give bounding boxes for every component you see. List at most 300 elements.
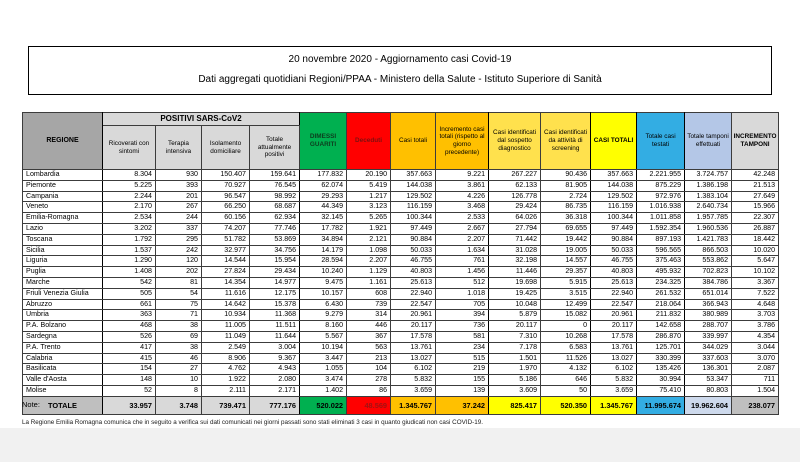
value-cell: 5.647 [732, 256, 779, 267]
value-cell: 75 [156, 299, 202, 310]
value-cell: 48.569 [347, 396, 391, 414]
col-header-casi-totali-upper: CASI TOTALI [591, 113, 637, 170]
table-row [23, 245, 779, 256]
value-cell: 18.442 [732, 234, 779, 245]
value-cell: 1.098 [347, 245, 391, 256]
value-cell: 213 [347, 353, 391, 364]
value-cell: 26.887 [732, 223, 779, 234]
value-cell: 38 [156, 321, 202, 332]
value-cell: 2.221.955 [637, 170, 685, 181]
value-cell: 761 [436, 256, 489, 267]
value-cell: 286.870 [637, 331, 685, 342]
table-row [23, 385, 779, 396]
value-cell: 1.345.767 [391, 396, 436, 414]
value-cell: 234 [436, 342, 489, 353]
value-cell: 6.583 [541, 342, 591, 353]
value-cell: 97.449 [591, 223, 637, 234]
value-cell: 330.399 [637, 353, 685, 364]
value-cell: 77.746 [250, 223, 300, 234]
value-cell: 1.383.104 [685, 191, 732, 202]
bottom-band [0, 428, 800, 462]
region-name: Emilia-Romagna [23, 213, 103, 224]
value-cell: 62.074 [300, 180, 347, 191]
value-cell: 11.616 [202, 288, 250, 299]
col-header-dimessi-guariti: DIMESSI GUARITI [300, 113, 347, 170]
value-cell: 96.547 [202, 191, 250, 202]
value-cell: 11.049 [202, 331, 250, 342]
value-cell: 19.698 [489, 277, 541, 288]
value-cell: 394 [436, 310, 489, 321]
region-name: Veneto [23, 202, 103, 213]
region-name: Piemonte [23, 180, 103, 191]
value-cell: 2.533 [436, 213, 489, 224]
value-cell: 19.005 [541, 245, 591, 256]
table-row [23, 299, 779, 310]
value-cell: 3.202 [103, 223, 156, 234]
value-cell: 520.350 [541, 396, 591, 414]
col-header-tamponi: Totale tamponi effettuati [685, 113, 732, 170]
value-cell: 202 [156, 267, 202, 278]
value-cell: 126.778 [489, 191, 541, 202]
value-cell: 2.549 [202, 342, 250, 353]
value-cell: 14.354 [202, 277, 250, 288]
value-cell: 27.649 [732, 191, 779, 202]
document-subtitle: Dati aggregati quotidiani Regioni/PPAA - Ministero della Salute - Istituto Superiore di Sanità [198, 74, 602, 85]
value-cell: 20.961 [591, 310, 637, 321]
region-name: Marche [23, 277, 103, 288]
value-cell: 505 [103, 288, 156, 299]
region-name: Lombardia [23, 170, 103, 181]
value-cell: 1.634 [436, 245, 489, 256]
value-cell: 22.307 [732, 213, 779, 224]
table-row [23, 321, 779, 332]
value-cell: 10.020 [732, 245, 779, 256]
value-cell: 12.499 [541, 299, 591, 310]
value-cell: 875.229 [637, 180, 685, 191]
value-cell: 116.159 [391, 202, 436, 213]
value-cell: 98.992 [250, 191, 300, 202]
value-cell: 38 [156, 342, 202, 353]
value-cell: 150.407 [202, 170, 250, 181]
value-cell: 1.960.536 [685, 223, 732, 234]
value-cell: 314 [347, 310, 391, 321]
value-cell: 2.121 [347, 234, 391, 245]
value-cell: 154 [103, 364, 156, 375]
value-cell: 339.997 [685, 331, 732, 342]
region-name: Umbria [23, 310, 103, 321]
title-box [28, 46, 772, 95]
table-row [23, 191, 779, 202]
value-cell: 5.832 [391, 375, 436, 386]
value-cell: 9.367 [250, 353, 300, 364]
region-name: Lazio [23, 223, 103, 234]
value-cell: 468 [103, 321, 156, 332]
covid-data-table [22, 112, 779, 415]
value-cell: 15.082 [541, 310, 591, 321]
value-cell: 0 [541, 321, 591, 332]
value-cell: 3.367 [732, 277, 779, 288]
col-header-casi-totali: Casi totali [391, 113, 436, 170]
value-cell: 1.129 [347, 267, 391, 278]
value-cell: 139 [436, 385, 489, 396]
value-cell: 3.004 [250, 342, 300, 353]
value-cell: 120 [156, 256, 202, 267]
value-cell: 4.762 [202, 364, 250, 375]
value-cell: 27 [156, 364, 202, 375]
value-cell: 234.325 [637, 277, 685, 288]
col-header-deceduti: Deceduti [347, 113, 391, 170]
value-cell: 244 [156, 213, 202, 224]
value-cell: 90.436 [541, 170, 591, 181]
value-cell: 495.932 [637, 267, 685, 278]
value-cell: 417 [103, 342, 156, 353]
value-cell: 10.194 [300, 342, 347, 353]
value-cell: 261.532 [637, 288, 685, 299]
region-name: Calabria [23, 353, 103, 364]
region-name: Molise [23, 385, 103, 396]
value-cell: 278 [347, 375, 391, 386]
value-cell: 3.748 [156, 396, 202, 414]
value-cell: 14.544 [202, 256, 250, 267]
value-cell: 5.225 [103, 180, 156, 191]
value-cell: 5.832 [591, 375, 637, 386]
table-row [23, 180, 779, 191]
value-cell: 135.426 [637, 364, 685, 375]
value-cell: 32.145 [300, 213, 347, 224]
value-cell: 4.226 [436, 191, 489, 202]
table-row [23, 331, 779, 342]
value-cell: 1.016.938 [637, 202, 685, 213]
value-cell: 357.663 [591, 170, 637, 181]
region-name: Puglia [23, 267, 103, 278]
table-row [23, 277, 779, 288]
value-cell: 596.565 [637, 245, 685, 256]
value-cell: 739 [347, 299, 391, 310]
value-cell: 5.879 [489, 310, 541, 321]
value-cell: 7.310 [489, 331, 541, 342]
value-cell: 20.961 [391, 310, 436, 321]
value-cell: 7.178 [489, 342, 541, 353]
value-cell: 9.221 [436, 170, 489, 181]
region-name: Campania [23, 191, 103, 202]
value-cell: 68.687 [250, 202, 300, 213]
value-cell: 415 [103, 353, 156, 364]
value-cell: 295 [156, 234, 202, 245]
total-label: TOTALE [23, 396, 103, 414]
value-cell: 2.207 [436, 234, 489, 245]
value-cell: 69 [156, 331, 202, 342]
value-cell: 19.442 [541, 234, 591, 245]
value-cell: 97.449 [391, 223, 436, 234]
value-cell: 15.954 [250, 256, 300, 267]
value-cell: 30.994 [637, 375, 685, 386]
value-cell: 1.921 [347, 223, 391, 234]
region-name: Liguria [23, 256, 103, 267]
value-cell: 337.603 [685, 353, 732, 364]
value-cell: 70.927 [202, 180, 250, 191]
value-cell: 46 [156, 353, 202, 364]
value-cell: 144.038 [591, 180, 637, 191]
value-cell: 3.861 [436, 180, 489, 191]
value-cell: 15.966 [732, 202, 779, 213]
value-cell: 3.468 [436, 202, 489, 213]
value-cell: 9.475 [300, 277, 347, 288]
value-cell: 5.186 [489, 375, 541, 386]
value-cell: 218.064 [637, 299, 685, 310]
value-cell: 40.803 [591, 267, 637, 278]
value-cell: 13.027 [391, 353, 436, 364]
table-body [23, 170, 779, 415]
value-cell: 29.357 [541, 267, 591, 278]
value-cell: 53.347 [685, 375, 732, 386]
value-cell: 90.884 [391, 234, 436, 245]
table-row [23, 310, 779, 321]
value-cell: 19.962.604 [685, 396, 732, 414]
value-cell: 380.989 [685, 310, 732, 321]
value-cell: 51.782 [202, 234, 250, 245]
value-cell: 90.884 [591, 234, 637, 245]
col-header-terapia-intensiva: Terapia intensiva [156, 126, 202, 170]
value-cell: 242 [156, 245, 202, 256]
table-row [23, 223, 779, 234]
value-cell: 21.513 [732, 180, 779, 191]
value-cell: 825.417 [489, 396, 541, 414]
value-cell: 2.080 [250, 375, 300, 386]
value-cell: 22.940 [391, 288, 436, 299]
value-cell: 20.117 [489, 321, 541, 332]
value-cell: 6.430 [300, 299, 347, 310]
value-cell: 86 [347, 385, 391, 396]
value-cell: 2.171 [250, 385, 300, 396]
value-cell: 32.198 [489, 256, 541, 267]
value-cell: 366.943 [685, 299, 732, 310]
value-cell: 1.408 [103, 267, 156, 278]
value-cell: 22.547 [591, 299, 637, 310]
col-header-isolamento: Isolamento domiciliare [202, 126, 250, 170]
value-cell: 219 [436, 364, 489, 375]
value-cell: 267.227 [489, 170, 541, 181]
value-cell: 50 [541, 385, 591, 396]
value-cell: 3.447 [300, 353, 347, 364]
value-cell: 50.033 [391, 245, 436, 256]
col-header-ricoverati: Ricoverati con sintomi [103, 126, 156, 170]
value-cell: 3.070 [732, 353, 779, 364]
value-cell: 211.832 [637, 310, 685, 321]
value-cell: 5.915 [541, 277, 591, 288]
region-name: P.A. Bolzano [23, 321, 103, 332]
value-cell: 60.156 [202, 213, 250, 224]
col-group-positivi: POSITIVI SARS-CoV2 [103, 113, 300, 126]
value-cell: 357.663 [391, 170, 436, 181]
value-cell: 393 [156, 180, 202, 191]
value-cell: 20.117 [591, 321, 637, 332]
header-row-group [23, 113, 779, 126]
value-cell: 344.029 [685, 342, 732, 353]
value-cell: 777.176 [250, 396, 300, 414]
value-cell: 11.005 [202, 321, 250, 332]
value-cell: 238.077 [732, 396, 779, 414]
value-cell: 17.782 [300, 223, 347, 234]
value-cell: 13.027 [591, 353, 637, 364]
value-cell: 2.111 [202, 385, 250, 396]
value-cell: 36.318 [541, 213, 591, 224]
value-cell: 1.402 [300, 385, 347, 396]
value-cell: 705 [436, 299, 489, 310]
value-cell: 75.410 [637, 385, 685, 396]
value-cell: 563 [347, 342, 391, 353]
value-cell: 363 [103, 310, 156, 321]
value-cell: 515 [436, 353, 489, 364]
note-emilia-romagna: La Regione Emilia Romagna comunica che in seguito a verifica sui dati comunicati nei giorni passati sono stati eliminati 3 casi in quanto giudicati non casi COVID-19. [22, 419, 483, 426]
value-cell: 15.378 [250, 299, 300, 310]
col-header-sospetto-diagnostico: Casi identificati dal sospetto diagnostico [489, 113, 541, 170]
region-name: Toscana [23, 234, 103, 245]
value-cell: 20.117 [391, 321, 436, 332]
value-cell: 69.655 [541, 223, 591, 234]
value-cell: 42.248 [732, 170, 779, 181]
value-cell: 897.193 [637, 234, 685, 245]
value-cell: 31.028 [489, 245, 541, 256]
value-cell: 3.786 [732, 321, 779, 332]
value-cell: 3.659 [591, 385, 637, 396]
value-cell: 4.132 [541, 364, 591, 375]
value-cell: 177.832 [300, 170, 347, 181]
value-cell: 17.578 [591, 331, 637, 342]
value-cell: 201 [156, 191, 202, 202]
value-cell: 1.055 [300, 364, 347, 375]
value-cell: 25.613 [591, 277, 637, 288]
value-cell: 4.354 [732, 331, 779, 342]
col-header-screening: Casi identificati da attività di screening [541, 113, 591, 170]
value-cell: 10 [156, 375, 202, 386]
value-cell: 866.503 [685, 245, 732, 256]
value-cell: 11.644 [250, 331, 300, 342]
value-cell: 446 [347, 321, 391, 332]
value-cell: 100.344 [391, 213, 436, 224]
value-cell: 3.609 [489, 385, 541, 396]
value-cell: 1.537 [103, 245, 156, 256]
document-title: 20 novembre 2020 - Aggiornamento casi Covid-19 [288, 54, 512, 65]
col-header-incremento-casi: Incremento casi totali (rispetto al giorno precedente) [436, 113, 489, 170]
value-cell: 11.526 [541, 353, 591, 364]
value-cell: 155 [436, 375, 489, 386]
region-name: P.A. Trento [23, 342, 103, 353]
value-cell: 1.011.858 [637, 213, 685, 224]
value-cell: 74.207 [202, 223, 250, 234]
region-name: Sardegna [23, 331, 103, 342]
table-row [23, 364, 779, 375]
value-cell: 2.640.734 [685, 202, 732, 213]
value-cell: 1.792 [103, 234, 156, 245]
value-cell: 10.934 [202, 310, 250, 321]
table-row [23, 170, 779, 181]
value-cell: 142.658 [637, 321, 685, 332]
value-cell: 1.345.767 [591, 396, 637, 414]
value-cell: 80.803 [685, 385, 732, 396]
value-cell: 6.102 [591, 364, 637, 375]
value-cell: 11.446 [489, 267, 541, 278]
value-cell: 10.240 [300, 267, 347, 278]
value-cell: 34.894 [300, 234, 347, 245]
col-header-incremento-tamponi: INCREMENTO TAMPONI [732, 113, 779, 170]
value-cell: 64.026 [489, 213, 541, 224]
value-cell: 129.502 [591, 191, 637, 202]
value-cell: 17.578 [391, 331, 436, 342]
value-cell: 7.522 [732, 288, 779, 299]
value-cell: 125.701 [637, 342, 685, 353]
value-cell: 542 [103, 277, 156, 288]
value-cell: 1.970 [489, 364, 541, 375]
value-cell: 100.344 [591, 213, 637, 224]
value-cell: 5.567 [300, 331, 347, 342]
value-cell: 148 [103, 375, 156, 386]
value-cell: 25.613 [391, 277, 436, 288]
col-header-casi-testati: Totale casi testati [637, 113, 685, 170]
value-cell: 76.545 [250, 180, 300, 191]
value-cell: 32.977 [202, 245, 250, 256]
value-cell: 702.823 [685, 267, 732, 278]
value-cell: 129.502 [391, 191, 436, 202]
value-cell: 1.957.785 [685, 213, 732, 224]
table-row [23, 234, 779, 245]
value-cell: 14.642 [202, 299, 250, 310]
value-cell: 10.048 [489, 299, 541, 310]
value-cell: 71 [156, 310, 202, 321]
region-name: Friuli Venezia Giulia [23, 288, 103, 299]
value-cell: 367 [347, 331, 391, 342]
value-cell: 581 [436, 331, 489, 342]
value-cell: 1.161 [347, 277, 391, 288]
value-cell: 66.250 [202, 202, 250, 213]
col-header-attualmente-positivi: Totale attualmente positivi [250, 126, 300, 170]
value-cell: 4.648 [732, 299, 779, 310]
value-cell: 5.419 [347, 180, 391, 191]
value-cell: 2.534 [103, 213, 156, 224]
value-cell: 53.869 [250, 234, 300, 245]
value-cell: 10.268 [541, 331, 591, 342]
value-cell: 46.755 [391, 256, 436, 267]
value-cell: 1.018 [436, 288, 489, 299]
value-cell: 661 [103, 299, 156, 310]
table-row [23, 267, 779, 278]
value-cell: 12.175 [250, 288, 300, 299]
value-cell: 1.504 [732, 385, 779, 396]
value-cell: 3.703 [732, 310, 779, 321]
value-cell: 50.033 [591, 245, 637, 256]
value-cell: 646 [541, 375, 591, 386]
value-cell: 711 [732, 375, 779, 386]
value-cell: 526 [103, 331, 156, 342]
value-cell: 1.501 [489, 353, 541, 364]
value-cell: 29.424 [489, 202, 541, 213]
value-cell: 288.707 [685, 321, 732, 332]
value-cell: 375.463 [637, 256, 685, 267]
value-cell: 22.547 [391, 299, 436, 310]
value-cell: 22.940 [591, 288, 637, 299]
col-header-regione: REGIONE [23, 113, 103, 170]
value-cell: 3.123 [347, 202, 391, 213]
value-cell: 37.242 [436, 396, 489, 414]
value-cell: 11.995.674 [637, 396, 685, 414]
value-cell: 28.594 [300, 256, 347, 267]
value-cell: 136.301 [685, 364, 732, 375]
value-cell: 34.756 [250, 245, 300, 256]
value-cell: 27.794 [489, 223, 541, 234]
value-cell: 1.386.198 [685, 180, 732, 191]
region-name: Valle d'Aosta [23, 375, 103, 386]
value-cell: 11.368 [250, 310, 300, 321]
value-cell: 81 [156, 277, 202, 288]
